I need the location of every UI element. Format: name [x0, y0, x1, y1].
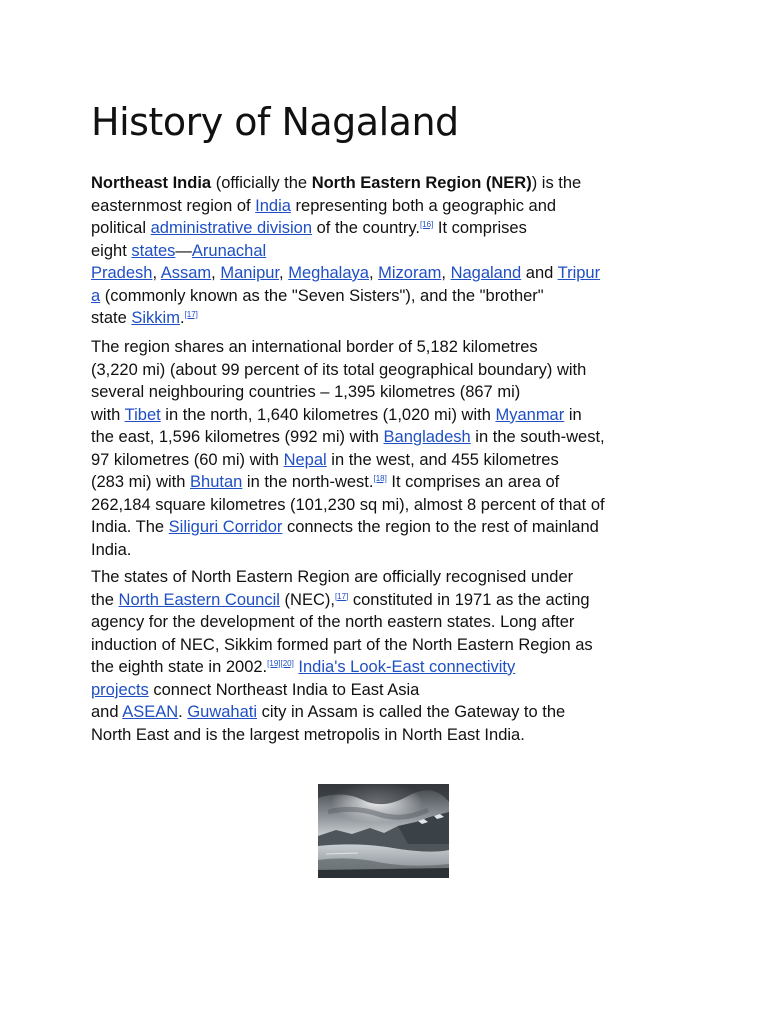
link-arunachal-pradesh[interactable]: Arunachal: [191, 241, 267, 260]
paragraph-borders: [91, 336, 605, 561]
text: in the south-west,: [470, 428, 605, 446]
text: in the north, 1,640 kilometres (1,020 mi) with: [160, 405, 496, 424]
link-sikkim[interactable]: Sikkim: [131, 309, 180, 327]
link-bangladesh[interactable]: Bangladesh: [383, 428, 471, 446]
citation-16[interactable]: [16]: [419, 220, 434, 229]
text: of the country.: [312, 219, 420, 237]
link-arunachal-pradesh[interactable]: Pradesh: [91, 264, 153, 282]
text: the east, 1,596 kilometres (992 mi) with: [91, 428, 384, 446]
link-assam[interactable]: Assam: [160, 264, 212, 282]
text-line: induction of NEC, Sikkim formed part of the North Eastern Region as: [91, 635, 593, 654]
citation-19[interactable]: [19]: [267, 659, 281, 668]
link-nagaland[interactable]: Nagaland: [450, 264, 522, 282]
link-tripura[interactable]: Tripur: [557, 264, 601, 282]
text: representing both a geographic and: [290, 196, 557, 215]
landscape-photo: [318, 784, 449, 878]
text: It comprises: [433, 219, 527, 237]
text-line: agency for the development of the north eastern states. Long after: [91, 613, 575, 631]
text: the: [91, 590, 119, 609]
text: ,: [279, 264, 289, 282]
text: ,: [368, 264, 379, 282]
link-look-east-connectivity[interactable]: India's Look-East connectivity: [298, 658, 516, 676]
citation-17[interactable]: [17]: [334, 591, 349, 601]
text: ,: [211, 264, 221, 282]
page-title: History of Nagaland: [91, 100, 459, 144]
text: and: [91, 703, 123, 721]
text-line: (3,220 mi) (about 99 percent of its total geographical boundary) with: [91, 360, 587, 379]
text-line: [91, 679, 593, 702]
text-line: 262,184 square kilometres (101,230 sq mi), almost 8 percent of that of: [91, 495, 605, 514]
text-line: India.: [91, 540, 132, 559]
link-look-east-connectivity[interactable]: projects: [91, 680, 149, 699]
text: with: [91, 405, 125, 424]
text: 97 kilometres (60 mi) with: [91, 450, 284, 469]
text-line: The region shares an international border of 5,182 kilometres: [91, 338, 538, 356]
text-line: several neighbouring countries – 1,395 kilometres (867 mi): [91, 383, 521, 401]
text: It comprises an area of: [386, 473, 560, 491]
text-line: [91, 285, 600, 308]
text: easternmost region of: [91, 196, 256, 215]
link-india[interactable]: India: [255, 196, 291, 215]
link-bhutan[interactable]: Bhutan: [190, 473, 243, 491]
text-line: [91, 404, 605, 427]
citation-20[interactable]: [20]: [280, 659, 294, 668]
text: eight: [91, 241, 132, 260]
link-mizoram[interactable]: Mizoram: [378, 264, 442, 282]
citation-17[interactable]: [17]: [184, 310, 198, 319]
text-line: The states of North Eastern Region are officially recognised under: [91, 568, 574, 586]
text-line: [91, 172, 600, 195]
text: constituted in 1971 as the acting: [348, 590, 590, 609]
text: (283 mi) with: [91, 473, 191, 491]
text-line: [91, 516, 605, 539]
link-states[interactable]: states: [131, 241, 176, 260]
text: state: [91, 309, 132, 327]
bold-term: North Eastern Region (NER): [311, 174, 532, 192]
text-line: [91, 262, 600, 285]
text-line: [91, 426, 605, 449]
text: India. The: [91, 518, 169, 536]
text-line: [91, 217, 600, 240]
text: —: [175, 241, 192, 260]
text: (officially the: [211, 174, 312, 192]
link-administrative-division[interactable]: administrative division: [150, 219, 313, 237]
text: in the north-west.: [242, 473, 374, 491]
link-myanmar[interactable]: Myanmar: [495, 405, 565, 424]
link-tibet[interactable]: Tibet: [124, 405, 161, 424]
link-asean[interactable]: ASEAN: [122, 703, 179, 721]
text: (NEC),: [279, 590, 335, 609]
text-line: [91, 701, 593, 724]
link-north-eastern-council[interactable]: North Eastern Council: [118, 590, 280, 609]
text-line: [91, 449, 605, 472]
text-line: [91, 589, 593, 612]
text-line: [91, 240, 600, 263]
text: ) is the: [531, 174, 582, 192]
text-line: [91, 656, 593, 679]
text: the eighth state in 2002.: [91, 658, 268, 676]
text: .: [179, 309, 185, 327]
text: connects the region to the rest of mainland: [282, 518, 599, 536]
text: (commonly known as the "Seven Sisters"), and the "brother": [100, 286, 544, 305]
text: city in Assam is called the Gateway to the: [257, 703, 566, 721]
text: ,: [152, 264, 161, 282]
text: connect Northeast India to East Asia: [148, 680, 420, 699]
link-nepal[interactable]: Nepal: [283, 450, 327, 469]
text: and: [521, 264, 558, 282]
link-manipur[interactable]: Manipur: [220, 264, 280, 282]
text-line: [91, 307, 600, 330]
text: in: [564, 405, 582, 424]
paragraph-nec: [91, 566, 593, 746]
text-line: North East and is the largest metropolis in North East India.: [91, 725, 525, 744]
text: political: [91, 219, 151, 237]
text-line: [91, 195, 600, 218]
citation-18[interactable]: [18]: [373, 474, 387, 483]
link-meghalaya[interactable]: Meghalaya: [288, 264, 369, 282]
link-tripura[interactable]: a: [91, 286, 101, 305]
text: .: [178, 703, 188, 721]
text: ,: [441, 264, 451, 282]
link-siliguri-corridor[interactable]: Siliguri Corridor: [168, 518, 283, 536]
link-guwahati[interactable]: Guwahati: [187, 703, 258, 721]
text: in the west, and 455 kilometres: [326, 450, 559, 469]
bold-term: Northeast India: [91, 174, 212, 192]
paragraph-intro: [91, 172, 600, 330]
text-line: [91, 471, 605, 494]
